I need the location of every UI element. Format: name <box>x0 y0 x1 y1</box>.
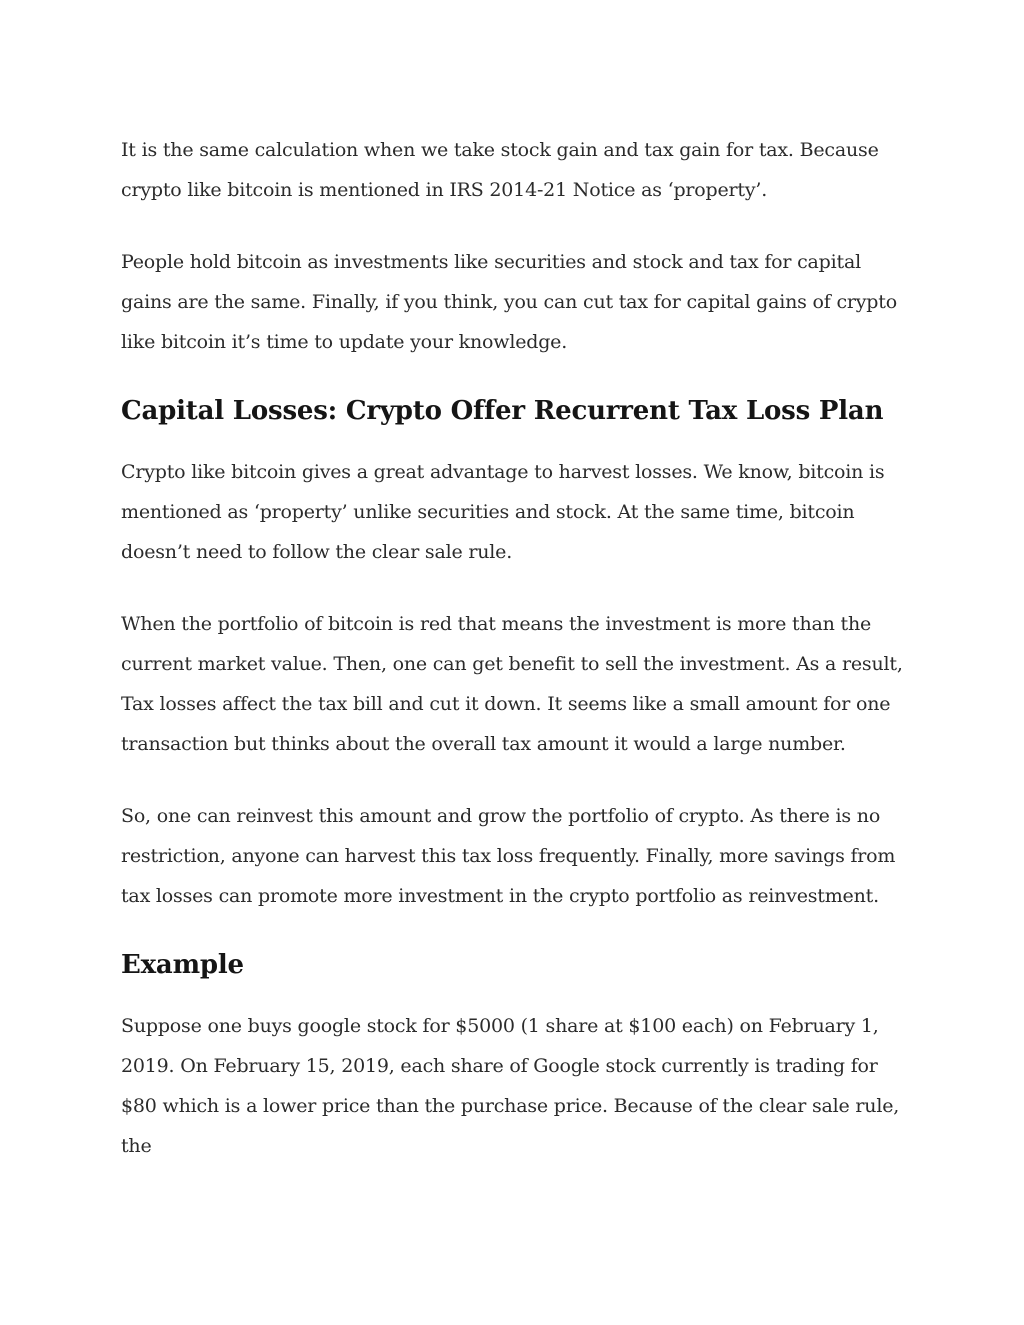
capital-losses-paragraph-1: Crypto like bitcoin gives a great advantage to harvest losses. We know, bitcoin is mentioned as ‘property’ unlike securities and stock. At the same time, bitcoin doesn’t need to follow the clear sale rule. <box>121 461 885 563</box>
capital-losses-heading: Capital Losses: Crypto Offer Recurrent Tax Loss Plan <box>121 396 884 426</box>
intro-paragraph-1: It is the same calculation when we take stock gain and tax gain for tax. Because crypto like bitcoin is mentioned in IRS 2014-21 Notice as ‘property’. <box>121 139 879 201</box>
capital-losses-paragraph-2: When the portfolio of bitcoin is red that means the investment is more than the current market value. Then, one can get benefit to sell the investment. As a result, Tax losses affect the tax bill and cut it down. It seems like a small amount for one transaction but thinks about the overall tax amount it would a large number. <box>121 613 903 755</box>
example-paragraph-1: Suppose one buys google stock for $5000 (1 share at $100 each) on February 1, 2019. On February 15, 2019, each share of Google stock currently is trading for $80 which is a lower price than the purchase price. Because of the clear sale rule, the <box>121 1015 900 1157</box>
intro-paragraph-2: People hold bitcoin as investments like securities and stock and tax for capital gains are the same. Finally, if you think, you can cut tax for capital gains of crypto like bitcoin it’s time to update your knowledge. <box>121 251 897 353</box>
capital-losses-paragraph-3: So, one can reinvest this amount and grow the portfolio of crypto. As there is no restriction, anyone can harvest this tax loss frequently. Finally, more savings from tax losses can promote more investment in the crypto portfolio as reinvestment. <box>121 805 896 907</box>
document-body <box>121 130 911 1198</box>
example-heading: Example <box>121 950 244 980</box>
